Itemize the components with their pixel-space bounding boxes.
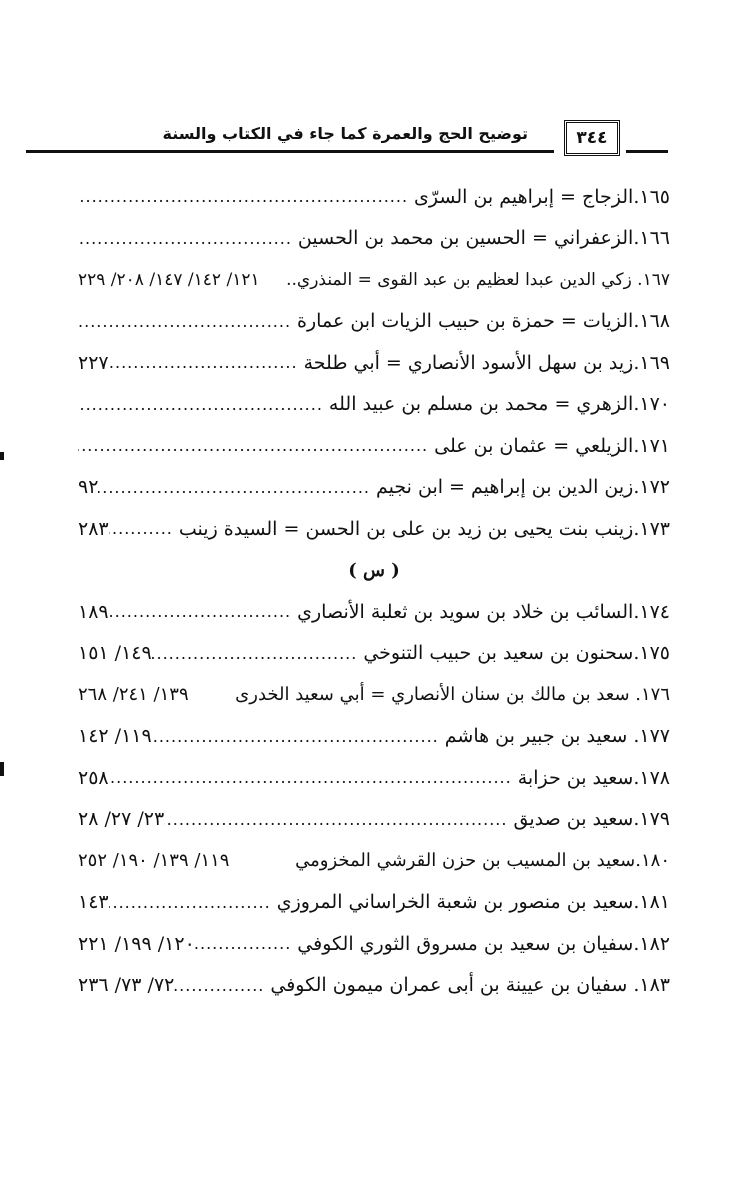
index-entry xyxy=(78,757,670,799)
index-entry xyxy=(78,965,670,1007)
entry-pages: ١٣٩/ ٢٤١/ ٢٦٨ xyxy=(78,684,189,706)
leader-dots xyxy=(164,810,513,829)
entry-pages: ٧٢/ ٧٣/ ٢٣٦ xyxy=(78,974,175,997)
header-rule xyxy=(26,150,554,153)
entry-name: ١٨٢.سفيان بن سعيد بن مسروق الثوري الكوفي xyxy=(297,932,670,955)
index-entry xyxy=(78,508,670,550)
leader-dots xyxy=(109,768,518,787)
leader-dots xyxy=(152,727,445,746)
entry-name: ١٦٧. زكي الدين عبدا لعظيم بن عبد القوى = المنذري.. xyxy=(286,269,670,290)
entry-name: ١٧٩.سعيد بن صديق xyxy=(513,808,670,831)
margin-mark xyxy=(0,762,4,776)
running-title: توضيح الحج والعمرة كما جاء في الكتاب والسنة xyxy=(162,124,528,143)
entry-name: ١٧٥.سحنون بن سعيد بن حبيب التنوخي xyxy=(363,642,670,665)
index-entry xyxy=(78,716,670,758)
section-heading: ( س ) xyxy=(348,559,400,581)
index-entry xyxy=(78,882,670,924)
leader-dots xyxy=(195,934,298,953)
entry-pages: ١٤٣ xyxy=(78,891,109,914)
entry-name: ١٧٧. سعيد بن جبير بن هاشم xyxy=(444,725,670,748)
index-entry xyxy=(78,301,670,343)
index-entry xyxy=(78,923,670,965)
index-entry xyxy=(78,591,670,633)
entry-pages: ١٢١/ ١٤٢/ ١٤٧/ ٢٠٨/ ٢٢٩ xyxy=(78,269,260,290)
leader-dots xyxy=(152,644,364,663)
entry-name: ١٧١.الزيلعي = عثمان بن على xyxy=(434,434,670,457)
entry-pages: ١٤٩/ ١٥١ xyxy=(78,642,152,665)
leader-dots xyxy=(109,519,179,538)
entry-name: ١٦٩.زيد بن سهل الأسود الأنصاري = أبي طلحة xyxy=(303,351,670,374)
entry-name: ١٨٠.سعيد بن المسيب بن حزن القرشي المخزومي xyxy=(295,850,670,872)
entry-name: ١٨٣. سفيان بن عيينة بن أبى عمران ميمون الكوفي xyxy=(270,974,670,997)
index-entry xyxy=(78,342,670,384)
entry-name: ١٧٦. سعد بن مالك بن سنان الأنصاري = أبي سعيد الخدرى xyxy=(235,684,670,706)
leader-dots xyxy=(109,602,298,621)
leader-dots xyxy=(78,312,297,331)
entry-pages: ١١٩/ ١٤٢ xyxy=(78,725,152,748)
index-entry xyxy=(78,259,670,301)
leader-dots xyxy=(78,395,329,414)
entry-name: ١٦٨.الزيات = حمزة بن حبيب الزيات ابن عمارة xyxy=(297,310,670,333)
entry-name: ١٧٢.زين الدين بن إبراهيم = ابن نجيم xyxy=(376,476,670,499)
index-entry xyxy=(78,799,670,841)
entry-pages: ٢٨٣ xyxy=(78,517,109,540)
margin-mark xyxy=(0,452,4,460)
entry-name: ١٧٠.الزهري = محمد بن مسلم بن عبيد الله xyxy=(328,393,670,416)
entry-name: ١٧٤.السائب بن خلاد بن سويد بن ثعلبة الأنصاري xyxy=(297,600,670,623)
index-entry xyxy=(78,633,670,675)
leader-dots xyxy=(78,187,414,206)
header-rule xyxy=(626,150,668,153)
index-entry xyxy=(78,425,670,467)
entry-name: ١٧٣.زينب بنت يحيى بن زيد بن على بن الحسن = السيدة زينب xyxy=(178,517,670,540)
index-entry xyxy=(78,840,670,882)
page-header xyxy=(26,120,668,160)
entry-pages: ١٨٩ xyxy=(78,600,109,623)
entry-pages: ٢٥٨ xyxy=(78,766,109,789)
entry-pages: ١٢٠/ ١٩٩/ ٢٢١ xyxy=(78,932,195,955)
leader-dots xyxy=(78,229,298,248)
entry-name: ١٨١.سعيد بن منصور بن شعبة الخراساني المروزي xyxy=(276,891,670,914)
index-entry xyxy=(78,176,670,218)
entry-name: ١٦٦.الزعفراني = الحسين بن محمد بن الحسين xyxy=(297,227,670,250)
page-number: ٣٤٤ xyxy=(564,120,620,156)
leader-dots xyxy=(109,353,304,372)
index-entry xyxy=(78,218,670,260)
index-entry xyxy=(78,467,670,509)
leader-dots xyxy=(109,893,277,912)
index-list xyxy=(78,176,670,1006)
index-entry xyxy=(78,384,670,426)
leader-dots xyxy=(78,436,434,455)
leader-dots xyxy=(174,976,270,995)
entry-pages: ٢٣/ ٢٧/ ٢٨ xyxy=(78,808,165,831)
entry-pages: ١١٩/ ١٣٩/ ١٩٠/ ٢٥٢ xyxy=(78,850,230,872)
leader-dots xyxy=(98,478,376,497)
entry-name: ١٧٨.سعيد بن حزابة xyxy=(517,766,670,789)
entry-name: ١٦٥.الزجاج = إبراهيم بن السرّى xyxy=(414,185,670,208)
entry-pages: ٢٢٧ xyxy=(78,351,109,374)
entry-pages: ٩٢ xyxy=(78,476,99,499)
index-entry xyxy=(78,674,670,716)
